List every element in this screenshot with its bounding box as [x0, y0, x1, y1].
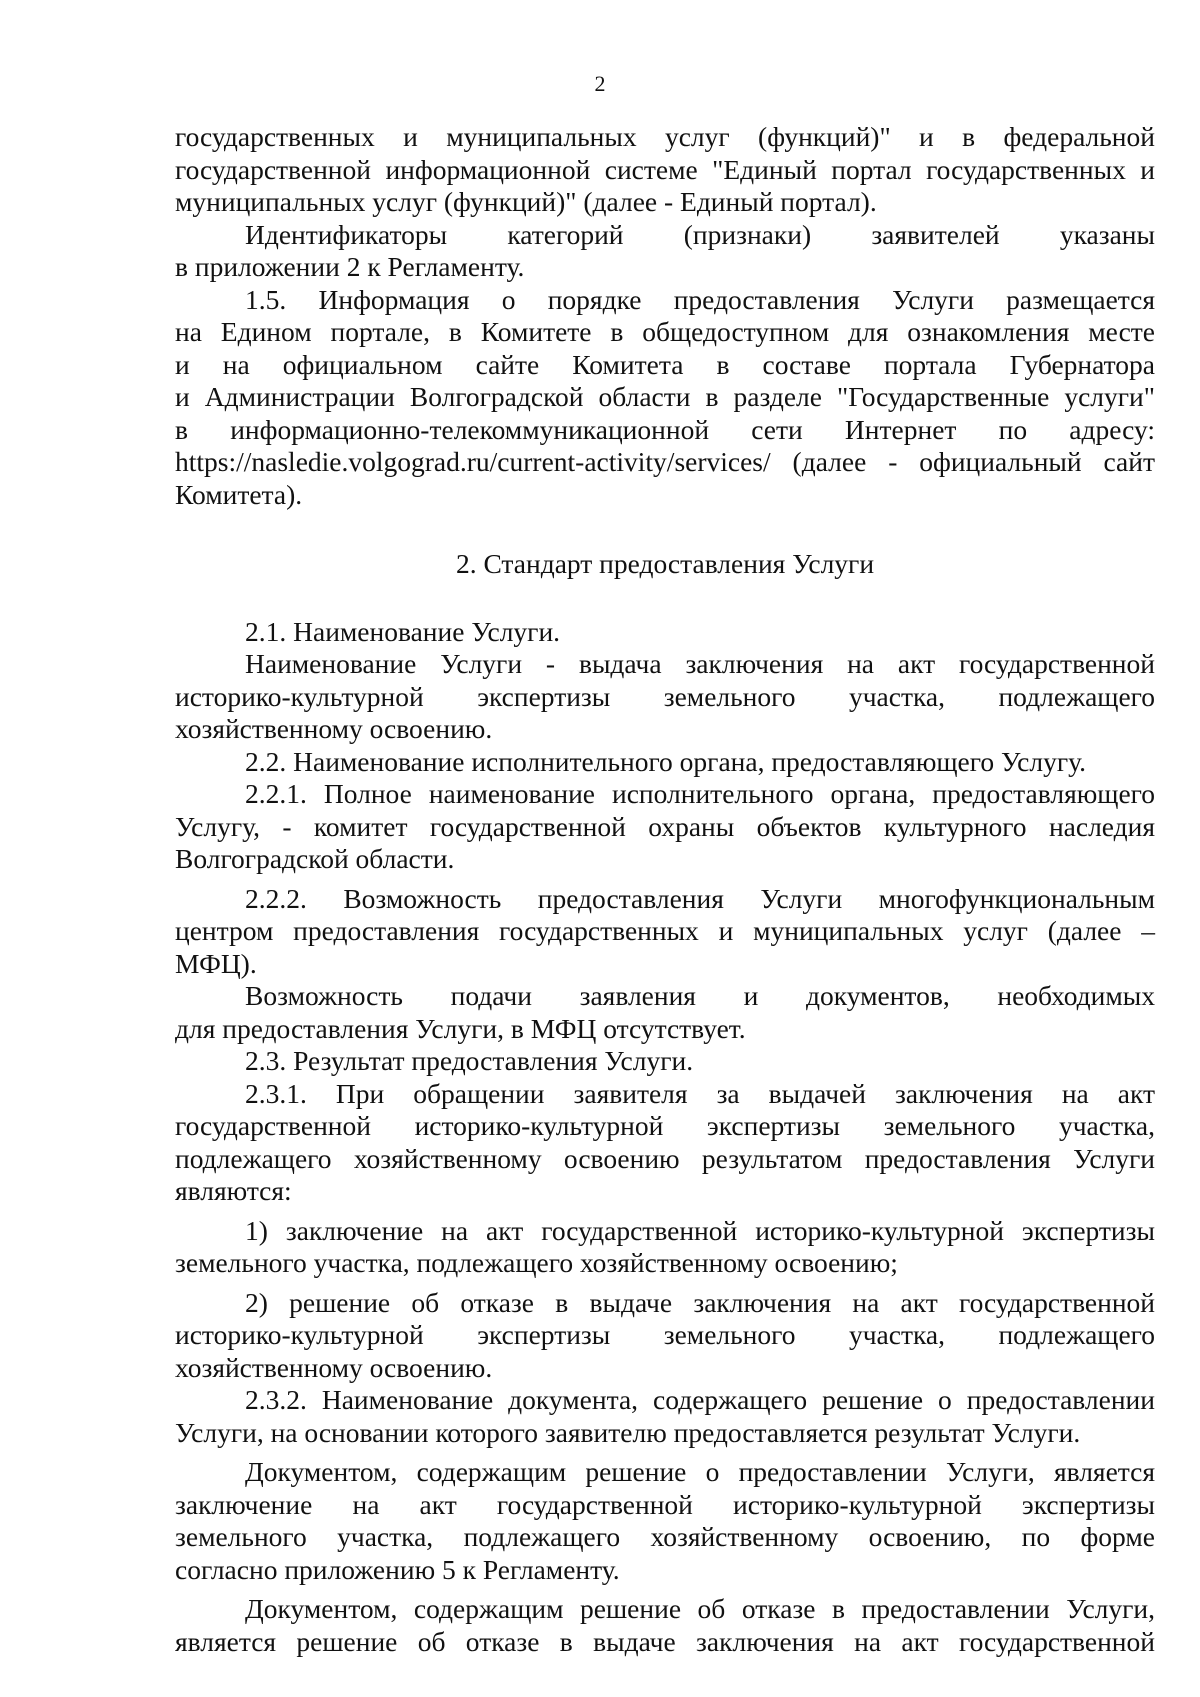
- text-line: 2.3.2. Наименование документа, содержащего решение о предоставлении: [245, 1384, 1155, 1415]
- text-line: 2.2.1. Полное наименование исполнительного органа, предоставляющего: [245, 778, 1155, 809]
- text-line: 2.1. Наименование Услуги.: [245, 615, 561, 647]
- text-line: земельного участка, подлежащего хозяйственному освоению, по форме: [175, 1521, 1155, 1552]
- text-line: согласно приложению 5 к Регламенту.: [175, 1553, 620, 1585]
- text-line: 2.2.2. Возможность предоставления Услуги многофункциональным: [245, 882, 1155, 914]
- text-line: в информационно-телекоммуникационной сети Интернет по адресу:: [175, 413, 1155, 445]
- text-line: Волгоградской области.: [175, 843, 455, 874]
- text-line: для предоставления Услуги, в МФЦ отсутствует.: [175, 1012, 746, 1044]
- text-line: историко-культурной экспертизы земельного участка, подлежащего: [175, 1319, 1155, 1350]
- text-line: хозяйственному освоению.: [175, 1351, 493, 1383]
- text-line: Возможность подачи заявления и документов, необходимых: [245, 980, 1155, 1011]
- text-line: государственных и муниципальных услуг (функций)" и в федеральной: [175, 121, 1155, 152]
- text-line: Услуги, на основании которого заявителю предоставляется результат Услуги.: [175, 1416, 1081, 1448]
- text-line: Наименование Услуги - выдача заключения на акт государственной: [245, 648, 1155, 679]
- text-line: 1.5. Информация о порядке предоставления Услуги размещается: [245, 283, 1155, 315]
- text-line: государственной информационной системе "Единый портал государственных и: [175, 153, 1155, 185]
- text-line: 2) решение об отказе в выдаче заключения на акт государственной: [245, 1286, 1155, 1318]
- text-line: 2.2. Наименование исполнительного органа, предоставляющего Услугу.: [245, 745, 1086, 777]
- text-line: государственной историко-культурной экспертизы земельного участка,: [175, 1110, 1155, 1141]
- text-line: https://nasledie.volgograd.ru/current-activity/services/ (далее - официальный сайт: [175, 446, 1155, 477]
- text-line: заключение на акт государственной историко-культурной экспертизы: [175, 1488, 1155, 1520]
- text-line: муниципальных услуг (функций)" (далее - Единый портал).: [175, 186, 877, 217]
- text-line: центром предоставления государственных и муниципальных услуг (далее –: [175, 915, 1155, 946]
- text-line: историко-культурной экспертизы земельного участка, подлежащего: [175, 680, 1155, 712]
- text-line: Документом, содержащим решение об отказе в предоставлении Услуги,: [245, 1593, 1155, 1624]
- text-line: являются:: [175, 1175, 292, 1206]
- text-line: Комитета).: [175, 478, 303, 510]
- text-line: на Едином портале, в Комитете в общедоступном для ознакомления месте: [175, 316, 1155, 347]
- text-line: Услугу, - комитет государственной охраны объектов культурного наследия: [175, 810, 1155, 842]
- text-line: и Администрации Волгоградской области в разделе "Государственные услуги": [175, 381, 1155, 412]
- text-line: и на официальном сайте Комитета в составе портала Губернатора: [175, 348, 1155, 380]
- text-line: является решение об отказе в выдаче заключения на акт государственной: [175, 1625, 1155, 1657]
- text-line: Документом, содержащим решение о предоставлении Услуги, является: [245, 1456, 1155, 1487]
- text-line: МФЦ).: [175, 947, 257, 979]
- text-line: хозяйственному освоению.: [175, 713, 493, 744]
- text-line: 2.3.1. При обращении заявителя за выдачей заключения на акт: [245, 1077, 1155, 1109]
- text-line: 2.3. Результат предоставления Услуги.: [245, 1045, 694, 1076]
- text-line: Идентификаторы категорий (признаки) заявителей указаны: [245, 218, 1155, 250]
- text-line: подлежащего хозяйственному освоению результатом предоставления Услуги: [175, 1142, 1155, 1174]
- text-line: в приложении 2 к Регламенту.: [175, 251, 525, 282]
- document-body: [175, 121, 1155, 1658]
- page-number: 2: [594, 71, 606, 96]
- section-heading: 2. Стандарт предоставления Услуги: [455, 548, 875, 579]
- text-line: земельного участка, подлежащего хозяйственному освоению;: [175, 1247, 898, 1278]
- text-line: 1) заключение на акт государственной историко-культурной экспертизы: [245, 1214, 1155, 1246]
